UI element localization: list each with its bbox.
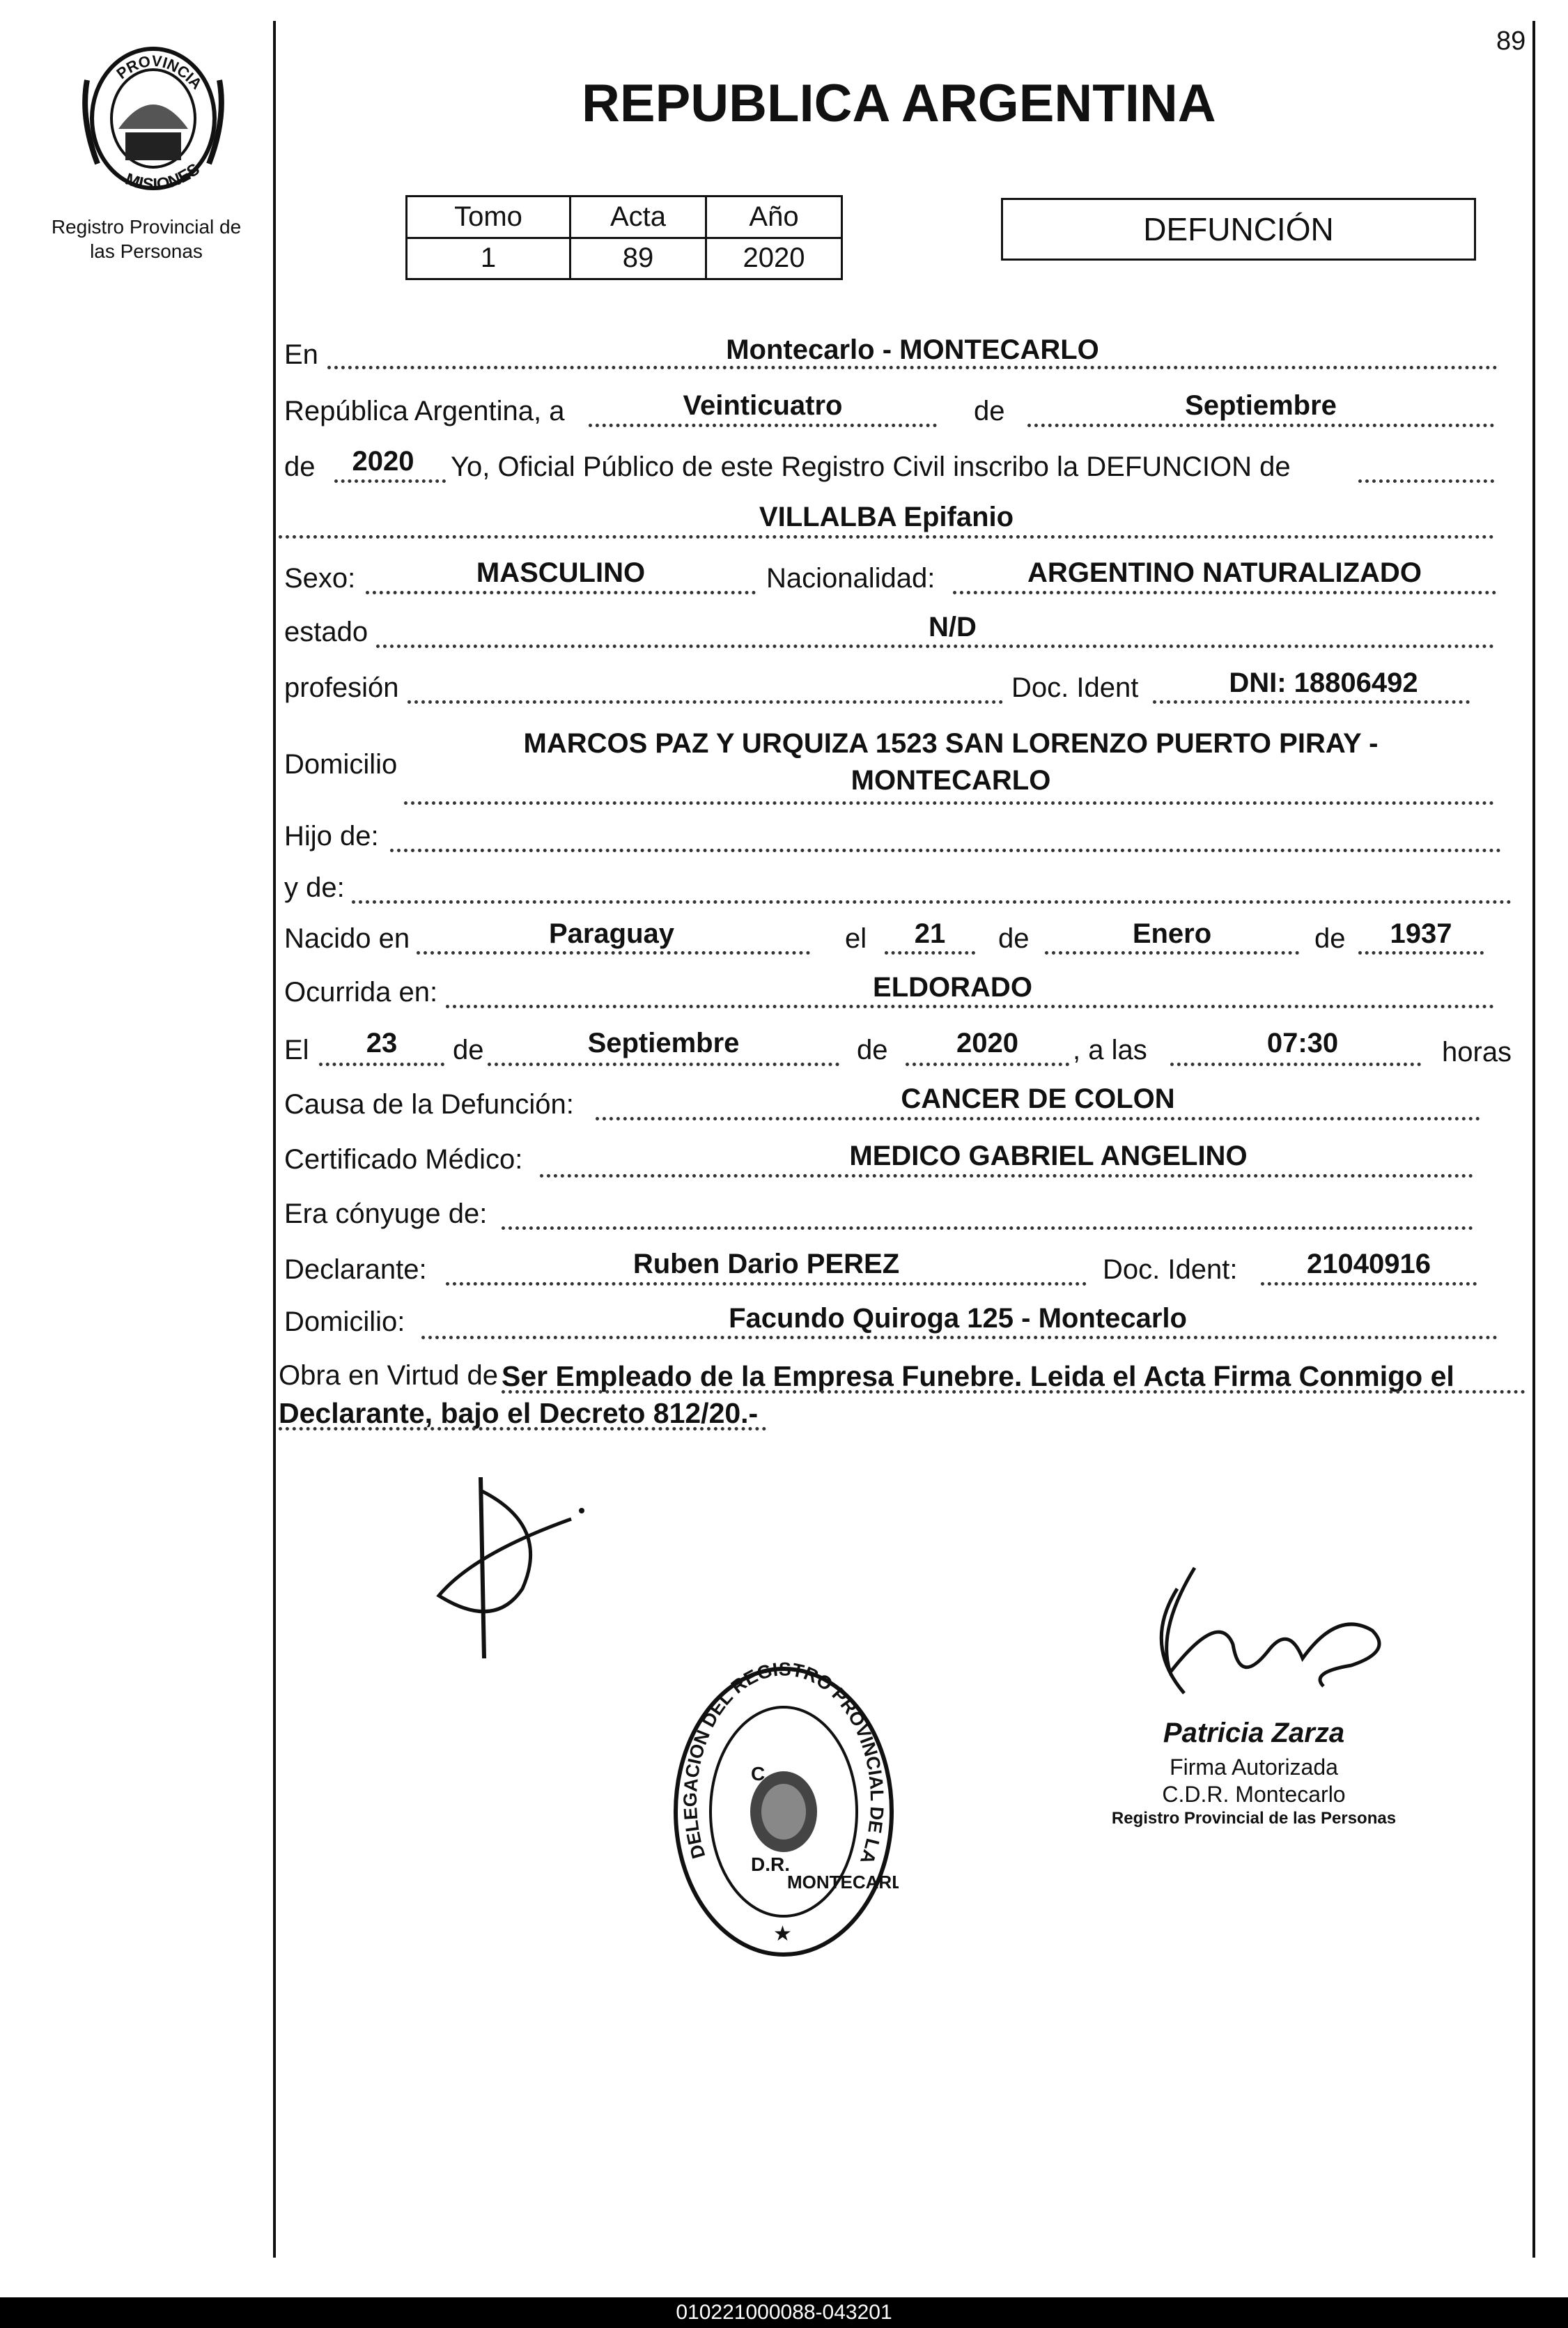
obra-line1-rule [502, 1390, 1526, 1394]
domicilio-line [404, 801, 1494, 805]
deceased-line [279, 535, 1494, 539]
en-label: En [284, 339, 318, 370]
tomo-header: Tomo [407, 196, 570, 238]
cert-label: Certificado Médico: [284, 1144, 523, 1175]
de3-label: de [998, 923, 1030, 954]
registry-line2: las Personas [90, 240, 203, 262]
declarante-label: Declarante: [284, 1254, 427, 1285]
footer-bar [0, 2297, 1568, 2328]
declarante-line [446, 1282, 1087, 1286]
sexo-label: Sexo: [284, 563, 356, 594]
domicilio-line2: MONTECARLO [851, 765, 1051, 796]
el-label: el [845, 923, 867, 954]
hijo-line [390, 849, 1501, 852]
doc-type-box [1001, 198, 1476, 261]
official-line1: Firma Autorizada [1170, 1755, 1338, 1780]
svg-text:C: C [751, 1763, 766, 1784]
birth-day: 21 [914, 918, 946, 949]
domicilio-line1: MARCOS PAZ Y URQUIZA 1523 SAN LORENZO PUERTO PIRAY - [523, 728, 1379, 759]
footer-code: 010221000088-043201 [676, 2301, 892, 2324]
profesion-label: profesión [284, 672, 399, 703]
nacido-value: Paraguay [548, 918, 675, 949]
right-margin-line [1532, 21, 1535, 2258]
month-line [1027, 424, 1494, 427]
official-name: Patricia Zarza [1163, 1718, 1345, 1748]
nac-label: Nacionalidad: [766, 563, 936, 594]
place-line [327, 366, 1498, 369]
sexo-value: MASCULINO [476, 557, 646, 588]
day-words: Veinticuatro [683, 390, 843, 421]
birth-month-line [1045, 951, 1299, 955]
profesion-line [407, 700, 1003, 704]
official-signature [1128, 1547, 1407, 1707]
sexo-line [366, 591, 756, 594]
death-month: Septiembre [587, 1028, 740, 1058]
death-month-line [488, 1063, 839, 1066]
yde-label: y de: [284, 872, 345, 903]
causa-label: Causa de la Defunción: [284, 1089, 574, 1120]
de1-label: de [974, 396, 1005, 426]
tomo-value: 1 [407, 238, 570, 279]
el2-label: El [284, 1035, 309, 1065]
death-year: 2020 [956, 1028, 1018, 1058]
conyuge-line [502, 1226, 1473, 1230]
birth-day-line [885, 951, 975, 955]
dni-line [1153, 700, 1470, 704]
cert-line [540, 1174, 1473, 1178]
svg-text:DELEGACION DEL REGISTRO PROVIN: DELEGACION DEL REGISTRO PROVINCIAL DE LA [679, 1658, 888, 1867]
left-margin-line [273, 21, 276, 2258]
death-day-line [319, 1063, 444, 1066]
seal-bottom-text: MISIONES [123, 160, 203, 194]
declarant-signature [418, 1470, 599, 1665]
dom2-line [421, 1336, 1498, 1339]
deceased-name: VILLALBA Epifanio [759, 502, 1014, 532]
official-line2: C.D.R. Montecarlo [1162, 1782, 1346, 1807]
place-value: Montecarlo - MONTECARLO [726, 334, 1099, 365]
acta-value: 89 [570, 238, 706, 279]
estado-line [376, 645, 1494, 648]
obra-line1: Ser Empleado de la Empresa Funebre. Leida el Acta Firma Conmigo el [502, 1360, 1454, 1392]
month-value: Septiembre [1185, 390, 1337, 421]
nac-value: ARGENTINO NATURALIZADO [1027, 557, 1422, 588]
ocurrida-value: ELDORADO [873, 972, 1032, 1003]
de4-label: de [1314, 923, 1346, 954]
anio-header: Año [706, 196, 842, 238]
rep-label: República Argentina, a [284, 396, 565, 426]
cert-value: MEDICO GABRIEL ANGELINO [849, 1141, 1248, 1171]
causa-value: CANCER DE COLON [901, 1084, 1175, 1114]
birth-month: Enero [1132, 918, 1212, 949]
act-table [405, 195, 843, 280]
de6-label: de [857, 1035, 888, 1065]
dni-value: DNI: 18806492 [1229, 668, 1418, 698]
declarante-doc-line [1261, 1282, 1477, 1286]
year-value: 2020 [352, 446, 414, 477]
doc2-label: Doc. Ident: [1103, 1254, 1238, 1285]
official-line3: Registro Provincial de las Personas [1111, 1809, 1397, 1828]
year-line [334, 479, 446, 483]
nac-line [953, 591, 1496, 594]
domicilio-label: Domicilio [284, 749, 398, 780]
seal-top-text: PROVINCIA [113, 52, 205, 93]
birth-year-line [1358, 951, 1484, 955]
round-seal [669, 1658, 899, 1965]
svg-text:★: ★ [773, 1922, 792, 1946]
death-time-line [1170, 1063, 1421, 1066]
svg-text:MONTECARLO: MONTECARL [787, 1872, 899, 1893]
doc-type: DEFUNCIÓN [1143, 211, 1334, 247]
estado-label: estado [284, 617, 368, 647]
birth-year: 1937 [1390, 918, 1452, 949]
anio-value: 2020 [706, 238, 842, 279]
inscribo-text: Yo, Oficial Público de este Registro Civil inscribo la DEFUNCION de [451, 452, 1291, 482]
nacido-line [417, 951, 810, 955]
estado-value: N/D [929, 612, 977, 642]
inscribo-line [1358, 479, 1494, 483]
nacido-label: Nacido en [284, 923, 410, 954]
page-title: REPUBLICA ARGENTINA [582, 74, 1216, 133]
obra-line2-rule [279, 1427, 766, 1431]
registry-line1: Registro Provincial de [51, 216, 242, 238]
death-time: 07:30 [1266, 1028, 1339, 1058]
dom2-value: Facundo Quiroga 125 - Montecarlo [729, 1303, 1187, 1334]
acta-header: Acta [570, 196, 706, 238]
de2-label: de [284, 452, 316, 482]
obra-label: Obra en Virtud de [279, 1360, 499, 1391]
ocurrida-line [446, 1005, 1494, 1008]
day-line [589, 424, 937, 427]
alas-label: , a las [1073, 1035, 1147, 1065]
page-number: 89 [1496, 26, 1526, 56]
obra-line2: Declarante, bajo el Decreto 812/20.- [279, 1397, 759, 1429]
death-year-line [906, 1063, 1069, 1066]
province-seal-logo [77, 38, 230, 199]
conyuge-label: Era cónyuge de: [284, 1198, 488, 1229]
causa-line [596, 1117, 1480, 1120]
de5-label: de [453, 1035, 484, 1065]
death-day: 23 [366, 1028, 398, 1058]
declarante-value: Ruben Dario PEREZ [632, 1249, 900, 1279]
yde-line [352, 900, 1512, 904]
dom2-label: Domicilio: [284, 1306, 405, 1337]
ocurrida-label: Ocurrida en: [284, 977, 438, 1008]
hijo-label: Hijo de: [284, 821, 379, 851]
doc-label: Doc. Ident [1011, 672, 1139, 703]
declarante-doc: 21040916 [1307, 1249, 1431, 1279]
svg-text:D.R.: D.R. [751, 1853, 790, 1875]
horas-label: horas [1442, 1037, 1512, 1067]
